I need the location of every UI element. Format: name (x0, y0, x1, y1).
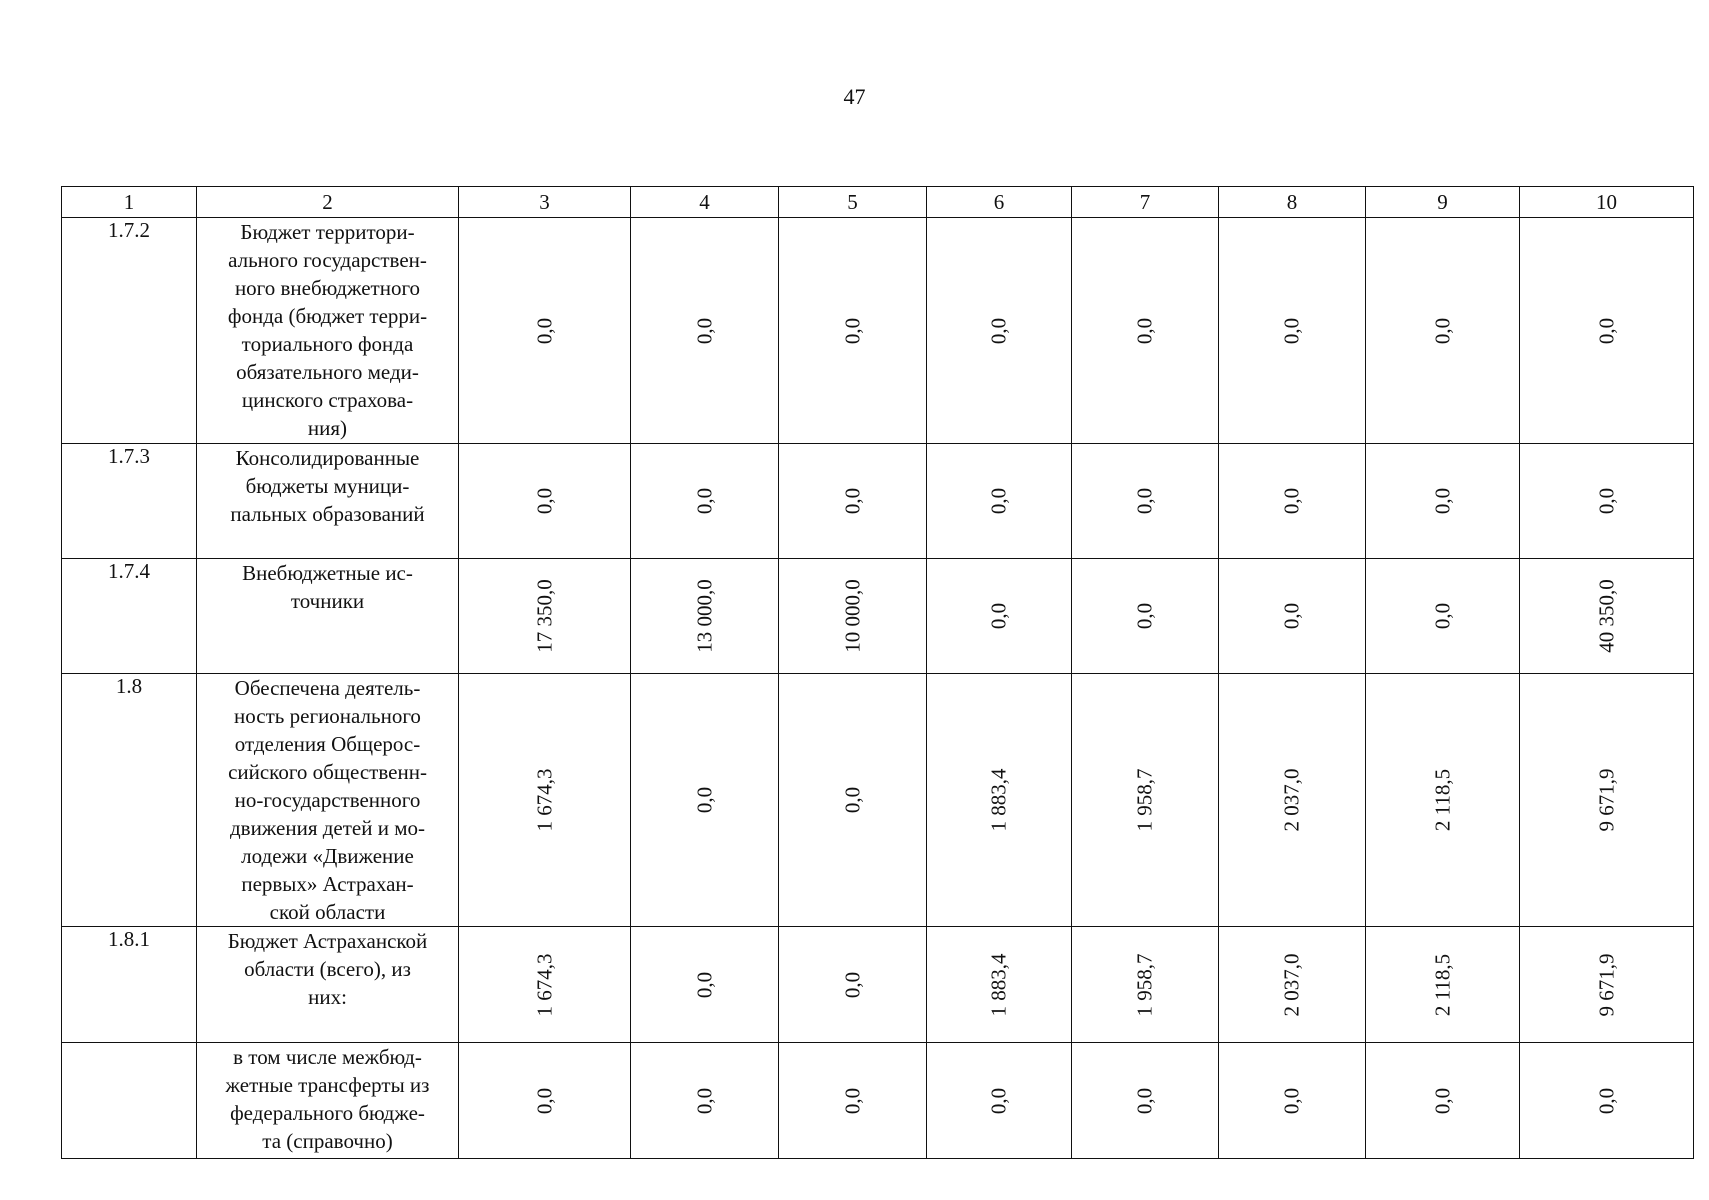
value-text: 1 958,7 (1132, 768, 1157, 832)
budget-table (61, 186, 1694, 1159)
value-text: 0,0 (1430, 487, 1454, 515)
row-name-text: Консолидированные бюджеты муници- пальных образований (230, 446, 425, 526)
row-name (197, 1043, 459, 1159)
row-code (62, 1043, 197, 1159)
value-cell (779, 218, 927, 444)
value-cell (927, 559, 1072, 674)
value-text: 1 883,4 (986, 768, 1011, 832)
column-header: 4 (631, 187, 779, 218)
value-text: 2 118,5 (1430, 768, 1454, 832)
value-cell (1072, 218, 1219, 444)
value-cell (1520, 218, 1694, 444)
value-text: 0,0 (840, 317, 864, 344)
value-text: 17 350,0 (532, 579, 556, 653)
value-text: 1 674,3 (532, 953, 556, 1016)
value-text: 0,0 (692, 786, 716, 814)
value-cell (1520, 1043, 1694, 1159)
value-text: 0,0 (692, 487, 716, 515)
value-text: 0,0 (692, 1087, 716, 1114)
column-header: 1 (62, 187, 197, 218)
value-cell (927, 218, 1072, 444)
column-header: 8 (1219, 187, 1366, 218)
table-row (62, 674, 1694, 927)
value-text: 0,0 (532, 487, 556, 515)
value-cell (1072, 674, 1219, 927)
table-row (62, 218, 1694, 444)
value-cell (779, 927, 927, 1043)
value-text: 2 118,5 (1430, 953, 1454, 1016)
value-text: 0,0 (986, 487, 1011, 515)
row-name-text: Бюджет территори- ального государствен- ного внебюджетного фонда (бюджет терри- ториального фонда обязательного меди- цинского страхова- ния) (227, 220, 428, 440)
value-text: 0,0 (986, 1087, 1011, 1114)
value-cell (459, 927, 631, 1043)
row-name (197, 559, 459, 674)
value-cell (459, 1043, 631, 1159)
value-cell (1072, 444, 1219, 559)
column-header: 10 (1520, 187, 1694, 218)
row-name-text: Внебюджетные ис- точники (242, 561, 413, 613)
value-cell (631, 559, 779, 674)
value-text: 40 350,0 (1594, 579, 1618, 653)
value-cell (1072, 559, 1219, 674)
value-text: 0,0 (1594, 487, 1618, 515)
value-cell (1366, 674, 1520, 927)
value-cell (779, 559, 927, 674)
page-number: 47 (843, 84, 866, 109)
value-cell (779, 1043, 927, 1159)
value-cell (1219, 559, 1366, 674)
value-text: 0,0 (1430, 1087, 1454, 1114)
value-cell (1520, 927, 1694, 1043)
row-name (197, 218, 459, 444)
row-code: 1.7.4 (62, 559, 197, 674)
value-cell (1219, 1043, 1366, 1159)
value-cell (779, 674, 927, 927)
value-text: 0,0 (1279, 602, 1304, 630)
row-name-text: Бюджет Астраханской области (всего), из них: (227, 929, 428, 1009)
value-text: 0,0 (986, 317, 1011, 344)
value-text: 0,0 (692, 317, 716, 344)
value-cell (1366, 444, 1520, 559)
value-text: 0,0 (532, 1087, 556, 1114)
value-cell (631, 218, 779, 444)
value-cell (1366, 1043, 1520, 1159)
value-cell (1219, 218, 1366, 444)
value-cell (927, 674, 1072, 927)
value-text: 9 671,9 (1594, 768, 1618, 832)
table-body (62, 218, 1694, 1159)
table-row (62, 927, 1694, 1043)
value-cell (1366, 559, 1520, 674)
value-text: 0,0 (1279, 487, 1304, 515)
value-cell (631, 1043, 779, 1159)
column-header: 3 (459, 187, 631, 218)
value-cell (1520, 444, 1694, 559)
table-row (62, 444, 1694, 559)
value-cell (1520, 674, 1694, 927)
value-text: 0,0 (1594, 317, 1618, 344)
value-text: 0,0 (532, 317, 556, 344)
value-text: 0,0 (1594, 1087, 1618, 1114)
value-cell (779, 444, 927, 559)
value-text: 0,0 (692, 971, 716, 998)
value-cell (1072, 927, 1219, 1043)
column-header: 2 (197, 187, 459, 218)
value-cell (1219, 444, 1366, 559)
value-text: 0,0 (1132, 1087, 1157, 1114)
value-text: 0,0 (1279, 1087, 1304, 1114)
value-text: 0,0 (1132, 317, 1157, 344)
value-cell (927, 1043, 1072, 1159)
value-cell (927, 444, 1072, 559)
value-cell (927, 927, 1072, 1043)
value-text: 1 674,3 (532, 768, 556, 832)
value-cell (459, 559, 631, 674)
table-row (62, 1043, 1694, 1159)
value-text: 2 037,0 (1279, 953, 1304, 1016)
row-name (197, 674, 459, 927)
row-code: 1.8 (62, 674, 197, 927)
value-text: 13 000,0 (692, 579, 716, 653)
value-cell (631, 444, 779, 559)
row-name-text: Обеспечена деятель- ность регионального отделения Общерос- сийского общественн- но-государственного движения детей и мо- лодежи «Движение первых» Астрахан- ской области (228, 676, 427, 924)
row-code: 1.7.2 (62, 218, 197, 444)
value-text: 0,0 (1132, 487, 1157, 515)
value-text: 0,0 (840, 971, 864, 998)
column-header: 6 (927, 187, 1072, 218)
value-text: 0,0 (840, 1087, 864, 1114)
column-header: 7 (1072, 187, 1219, 218)
value-text: 0,0 (1430, 317, 1454, 344)
value-text: 2 037,0 (1279, 768, 1304, 832)
value-text: 0,0 (1279, 317, 1304, 344)
value-text: 0,0 (1132, 602, 1157, 630)
value-cell (1520, 559, 1694, 674)
column-header: 5 (779, 187, 927, 218)
value-cell (1366, 218, 1520, 444)
value-cell (1072, 1043, 1219, 1159)
value-cell (459, 674, 631, 927)
row-code: 1.8.1 (62, 927, 197, 1043)
column-header: 9 (1366, 187, 1520, 218)
value-text: 1 958,7 (1132, 953, 1157, 1016)
value-cell (631, 927, 779, 1043)
row-name (197, 444, 459, 559)
value-cell (459, 444, 631, 559)
value-text: 0,0 (840, 487, 864, 515)
value-text: 1 883,4 (986, 953, 1011, 1016)
value-text: 0,0 (986, 602, 1011, 630)
row-name (197, 927, 459, 1043)
value-cell (1219, 674, 1366, 927)
value-cell (459, 218, 631, 444)
value-cell (631, 674, 779, 927)
value-text: 9 671,9 (1594, 953, 1618, 1016)
value-text: 0,0 (840, 786, 864, 814)
value-cell (1219, 927, 1366, 1043)
row-name-text: в том числе межбюд- жетные трансферты из федерального бюдже- та (справочно) (225, 1045, 430, 1153)
header-row (62, 187, 1694, 218)
value-text: 10 000,0 (840, 579, 864, 653)
table-row (62, 559, 1694, 674)
value-text: 0,0 (1430, 602, 1454, 630)
table-header (62, 187, 1694, 218)
row-code: 1.7.3 (62, 444, 197, 559)
value-cell (1366, 927, 1520, 1043)
